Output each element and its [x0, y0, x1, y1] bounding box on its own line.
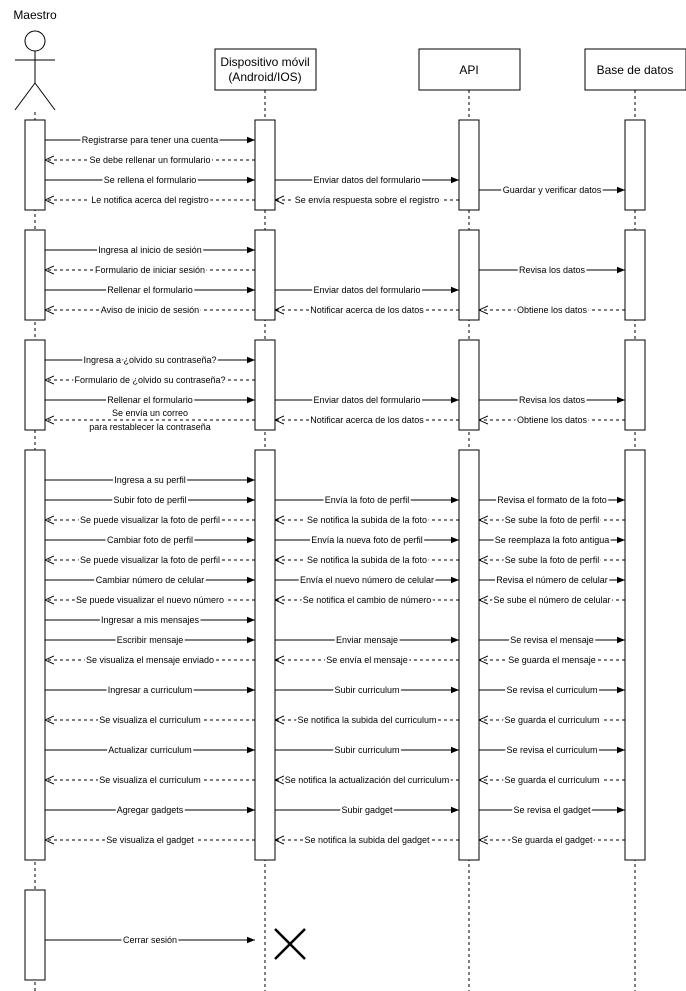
call-message	[45, 535, 255, 545]
message-label: Se notifica la subida de la foto	[306, 555, 428, 565]
message-label: Envía la nueva foto de perfil	[311, 535, 423, 545]
call-message	[45, 495, 255, 505]
return-message	[479, 515, 625, 525]
return-message	[45, 265, 255, 275]
message-label: Envía la foto de perfil	[324, 495, 410, 505]
message-label: para restablecer la contraseña	[89, 422, 211, 432]
return-message	[275, 515, 459, 525]
message-label: Se envía el mensaje	[326, 655, 408, 665]
return-message	[45, 835, 255, 845]
message-label: Se visualiza el gadget	[106, 835, 194, 845]
return-message	[275, 715, 459, 725]
call-message	[275, 745, 459, 755]
activation-bar	[459, 120, 479, 210]
activation-bar	[25, 340, 45, 430]
call-message	[45, 395, 255, 405]
message-label: Se guarda el curriculum	[504, 775, 600, 785]
actor-name: Maestro	[13, 8, 57, 22]
message-label: Se rellena el formulario	[103, 175, 197, 185]
message-label: Se sube el número de celular	[493, 595, 611, 605]
device-title-line1: Dispositivo móvil	[220, 55, 310, 69]
message-label: Revisa el número de celular	[496, 575, 608, 585]
activation-bar	[459, 230, 479, 320]
return-message	[479, 655, 625, 665]
call-message	[45, 355, 255, 365]
db-title: Base de datos	[596, 63, 674, 77]
message-label: Envía el nuevo número de celular	[299, 575, 435, 585]
message-label: Registrarse para tener una cuenta	[81, 135, 219, 145]
activation-bar	[625, 230, 645, 320]
participant-db	[585, 49, 686, 90]
return-message	[45, 595, 255, 605]
message-label: Formulario de iniciar sesión	[94, 265, 206, 275]
call-message	[479, 805, 625, 815]
message-label: Se envía respuesta sobre el registro	[294, 195, 440, 205]
message-label: Agregar gadgets	[116, 805, 184, 815]
message-label: Se notifica la subida de la foto	[306, 515, 428, 525]
activation-bar	[25, 120, 45, 210]
call-message	[45, 615, 255, 625]
message-label: Notificar acerca de los datos	[310, 415, 424, 425]
return-message	[45, 375, 255, 385]
activation-bar	[625, 120, 645, 210]
message-label: Se revisa el gadget	[513, 805, 591, 815]
message-label: Escribir mensaje	[116, 635, 184, 645]
return-message	[275, 775, 459, 785]
return-message	[479, 415, 625, 425]
message-label: Enviar datos del formulario	[313, 175, 421, 185]
call-message	[45, 635, 255, 645]
call-message	[275, 685, 459, 695]
call-message	[479, 535, 625, 545]
return-message	[45, 715, 255, 725]
call-message	[45, 285, 255, 295]
call-message	[45, 135, 255, 145]
message-label: Se guarda el gadget	[511, 835, 593, 845]
return-message	[45, 155, 255, 165]
message-label: Se visualiza el mensaje enviado	[85, 655, 215, 665]
message-label: Se notifica la actualización del curriculum	[284, 775, 450, 785]
activation-bar	[255, 340, 275, 430]
activation-bar	[459, 340, 479, 430]
message-label: Se notifica la subida del curriculum	[297, 715, 437, 725]
message-label: Ingresar a mis mensajes	[100, 615, 200, 625]
message-label: Se puede visualizar el nuevo número	[75, 595, 225, 605]
call-message	[479, 495, 625, 505]
activation-bar	[255, 230, 275, 320]
message-label: Formulario de ¿olvido su contraseña?	[74, 375, 226, 385]
api-title: API	[459, 63, 479, 77]
call-message	[479, 745, 625, 755]
message-label: Rellenar el formulario	[107, 285, 193, 295]
return-message	[45, 195, 255, 205]
actor-maestro	[13, 8, 57, 110]
return-message	[275, 415, 459, 425]
return-message	[45, 775, 255, 785]
message-label: Se guarda el mensaje	[508, 655, 596, 665]
message-label: Obtiene los datos	[516, 305, 588, 315]
return-message	[45, 515, 255, 525]
call-message	[479, 635, 625, 645]
message-label: Ingresa a su perfil	[114, 475, 186, 485]
message-label: Obtiene los datos	[516, 415, 588, 425]
message-label: Se visualiza el curriculum	[99, 775, 201, 785]
activation-bar	[25, 890, 45, 980]
return-message	[45, 408, 255, 432]
call-message	[275, 495, 459, 505]
message-label: Se revisa el mensaje	[510, 635, 594, 645]
activation-bar	[25, 450, 45, 860]
return-message	[479, 835, 625, 845]
return-message	[45, 555, 255, 565]
message-label: Aviso de inicio de sesión	[100, 305, 200, 315]
return-message	[479, 595, 625, 605]
message-label: Le notifica acerca del registro	[91, 195, 209, 205]
message-label: Cambiar foto de perfil	[106, 535, 194, 545]
activation-bar	[255, 450, 275, 860]
message-label: Se notifica la subida del gadget	[304, 835, 430, 845]
message-label: Se envía un correo	[111, 408, 189, 418]
call-message	[45, 175, 255, 185]
call-message	[479, 395, 625, 405]
message-label: Se revisa el curriculum	[506, 745, 598, 755]
message-label: Guardar y verificar datos	[502, 185, 602, 195]
message-label: Subir curriculum	[334, 745, 400, 755]
message-label: Ingresa al inicio de sesión	[98, 245, 202, 255]
return-message	[275, 655, 459, 665]
call-message	[45, 805, 255, 815]
message-label: Se debe rellenar un formulario	[89, 155, 211, 165]
stick-figure-icon	[15, 31, 55, 110]
call-message	[479, 185, 625, 195]
return-message	[45, 305, 255, 315]
call-message	[479, 265, 625, 275]
return-message	[275, 195, 459, 205]
message-label: Se notifica el cambio de número	[302, 595, 432, 605]
activation-bar	[25, 230, 45, 320]
return-message	[479, 715, 625, 725]
call-message	[45, 475, 255, 485]
call-message	[45, 575, 255, 585]
message-label: Se guarda el curriculum	[504, 715, 600, 725]
message-label: Cambiar número de celular	[95, 575, 205, 585]
call-message	[45, 685, 255, 695]
return-message	[275, 555, 459, 565]
call-message	[479, 685, 625, 695]
call-message	[275, 285, 459, 295]
message-label: Notificar acerca de los datos	[310, 305, 424, 315]
message-label: Cerrar sesión	[122, 935, 178, 945]
call-message	[45, 935, 255, 945]
participant-api	[419, 49, 520, 90]
destroy-x-icon	[275, 929, 305, 959]
call-message	[275, 805, 459, 815]
call-message	[275, 535, 459, 545]
call-message	[275, 635, 459, 645]
call-message	[45, 245, 255, 255]
message-label: Se sube la foto de perfil	[504, 555, 600, 565]
message-label: Revisa el formato de la foto	[497, 495, 607, 505]
message-label: Subir foto de perfil	[113, 495, 187, 505]
message-label: Se visualiza el curriculum	[99, 715, 201, 725]
return-message	[275, 595, 459, 605]
activation-bar	[459, 450, 479, 860]
message-label: Subir curriculum	[334, 685, 400, 695]
message-label: Enviar datos del formulario	[313, 395, 421, 405]
message-label: Enviar datos del formulario	[313, 285, 421, 295]
message-label: Se puede visualizar la foto de perfil	[79, 555, 221, 565]
messages	[45, 135, 625, 945]
call-message	[479, 575, 625, 585]
message-label: Revisa los datos	[518, 265, 586, 275]
activation-bar	[625, 340, 645, 430]
return-message	[479, 305, 625, 315]
message-label: Subir gadget	[341, 805, 393, 815]
message-label: Se sube la foto de perfil	[504, 515, 600, 525]
return-message	[479, 775, 625, 785]
message-label: Se revisa el curriculum	[506, 685, 598, 695]
return-message	[45, 655, 255, 665]
message-label: Enviar mensaje	[335, 635, 399, 645]
message-label: Ingresar a curriculum	[107, 685, 193, 695]
activation-bar	[625, 450, 645, 860]
call-message	[275, 395, 459, 405]
call-message	[275, 175, 459, 185]
message-label: Rellenar el formulario	[107, 395, 193, 405]
message-label: Revisa los datos	[518, 395, 586, 405]
return-message	[275, 305, 459, 315]
return-message	[479, 555, 625, 565]
device-title-line2: (Android/IOS)	[228, 70, 302, 84]
call-message	[275, 575, 459, 585]
participant-device	[215, 49, 316, 90]
activation-bar	[255, 120, 275, 210]
message-label: Se puede visualizar la foto de perfil	[79, 515, 221, 525]
call-message	[45, 745, 255, 755]
message-label: Ingresa a ¿olvido su contraseña?	[83, 355, 217, 365]
message-label: Actualizar curriculum	[108, 745, 192, 755]
message-label: Se reemplaza la foto antigua	[494, 535, 610, 545]
return-message	[275, 835, 459, 845]
